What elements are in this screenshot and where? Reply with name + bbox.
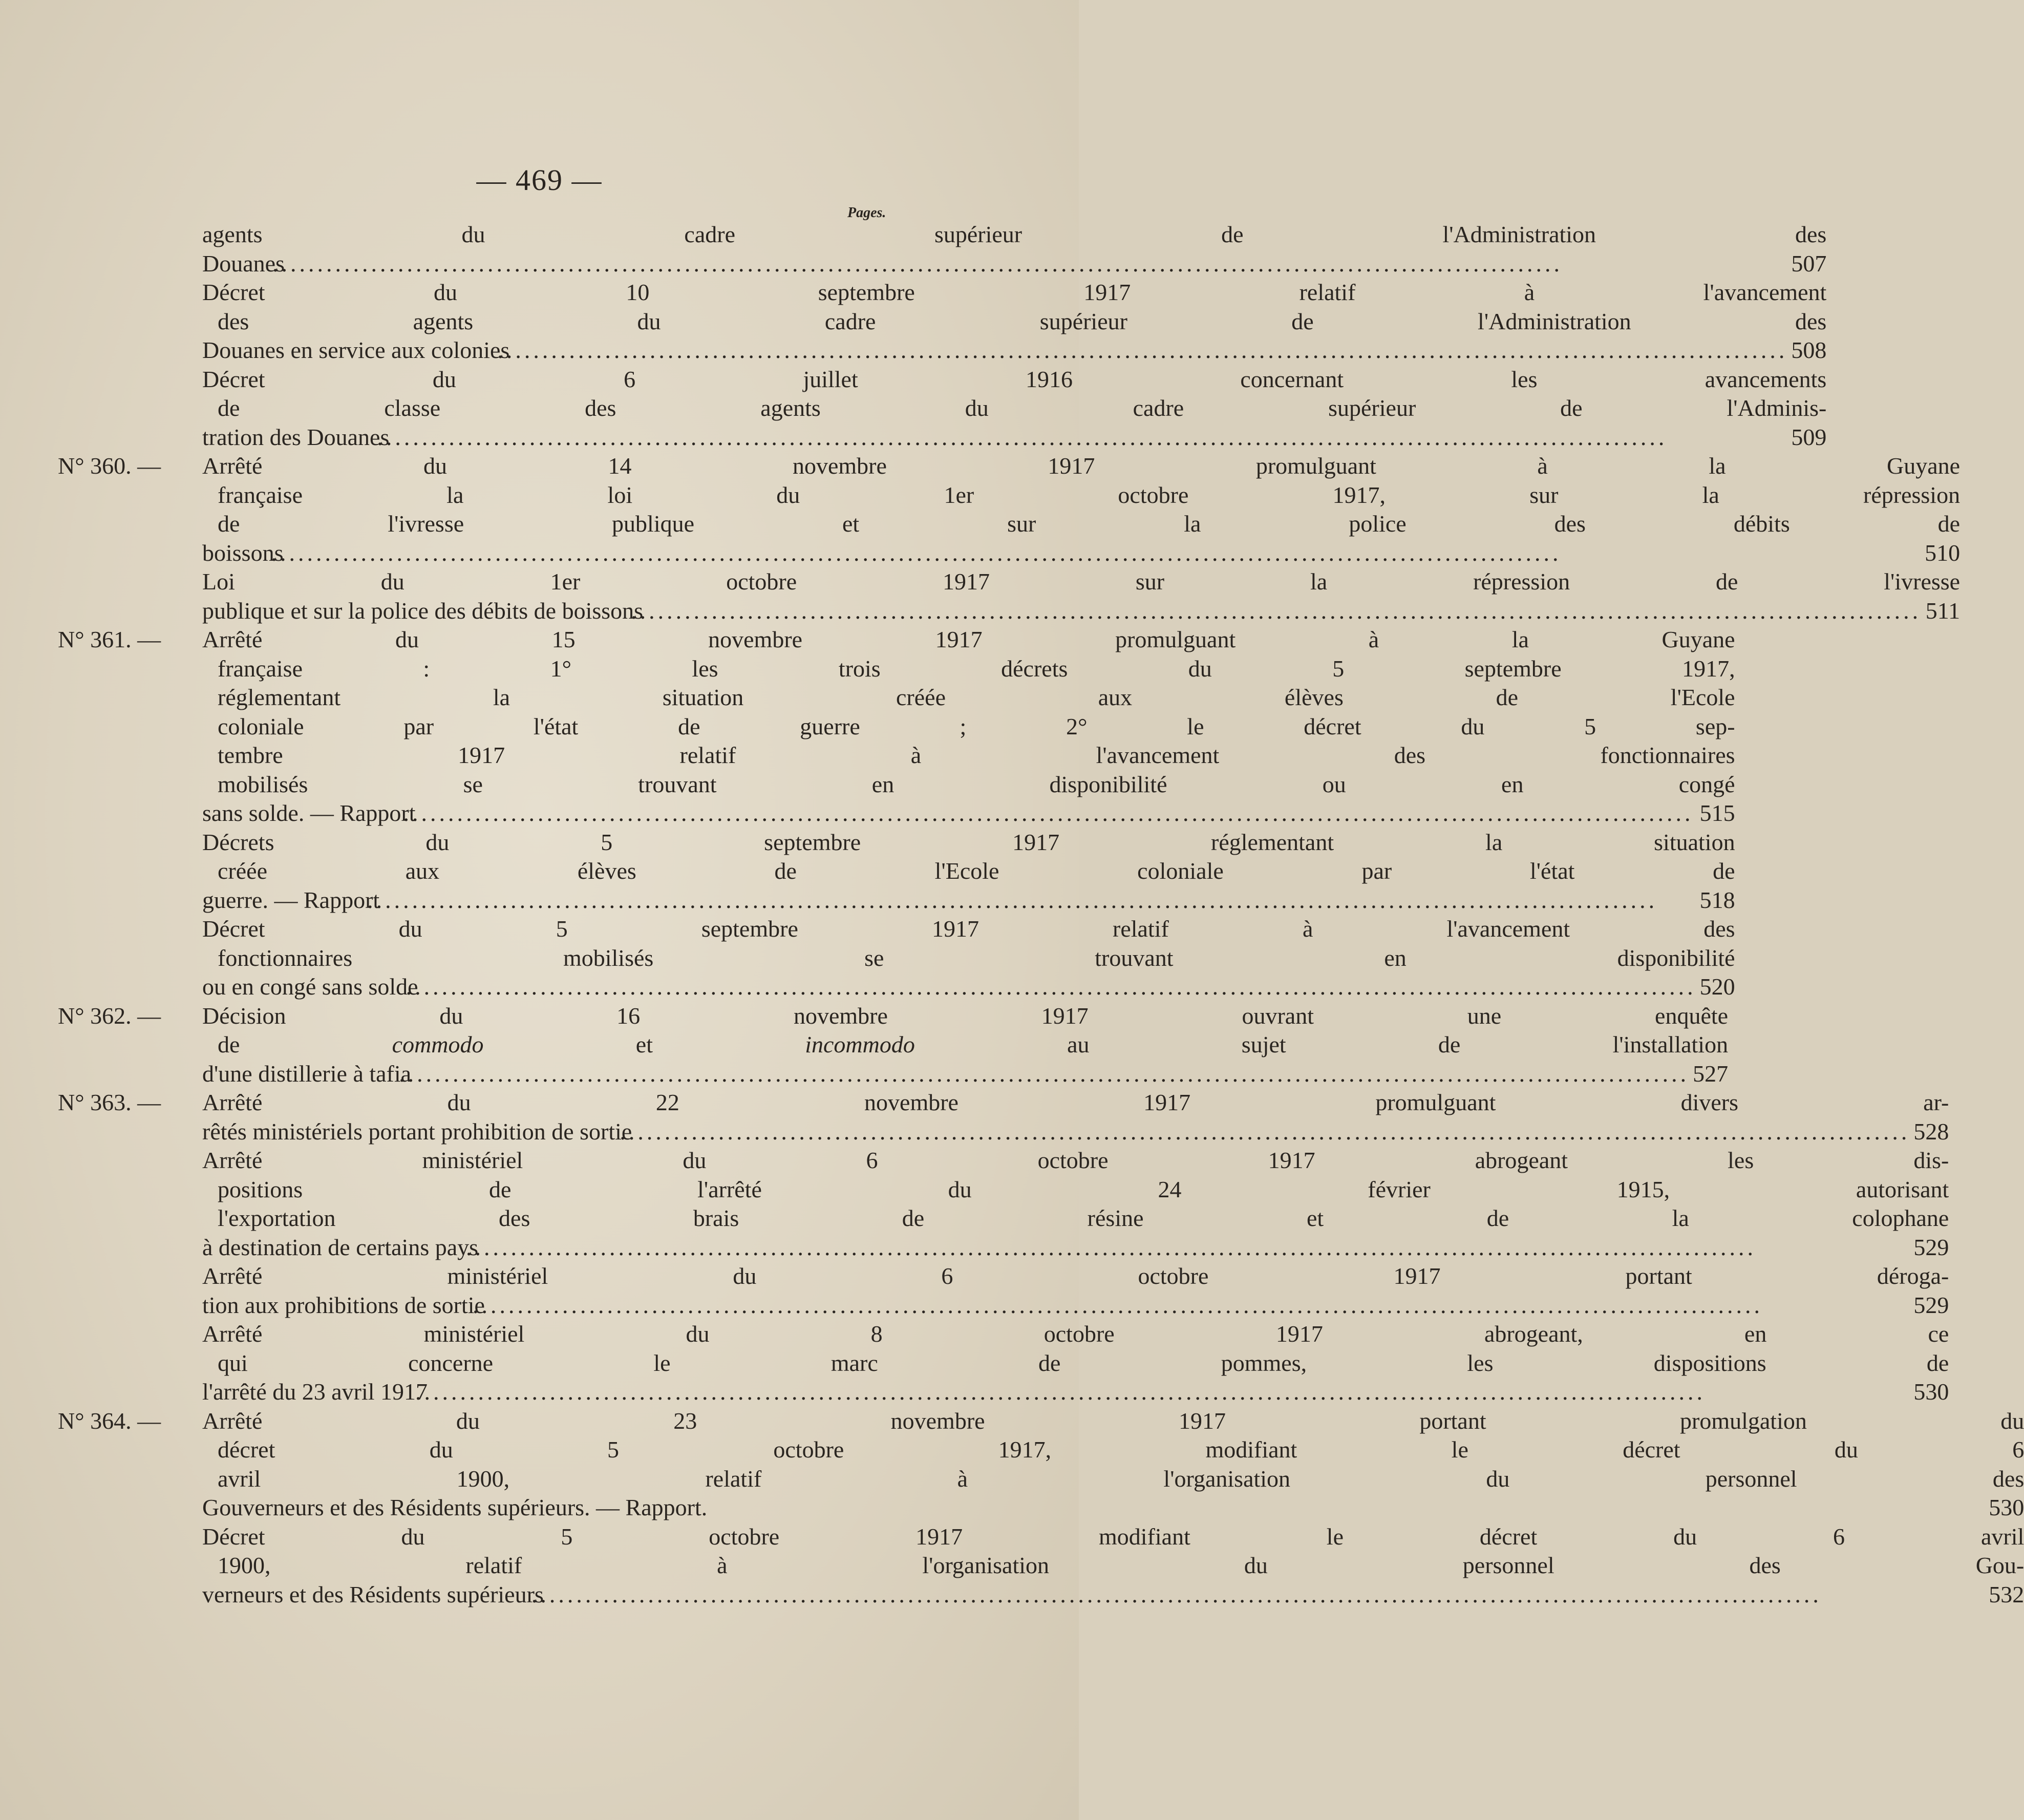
dot-leader	[286, 539, 1921, 568]
entry-text-line: verneurs et des Résidents supérieurs	[202, 1581, 544, 1607]
entry-text-line: Arrêté ministériel du 8 octobre 1917 abrogeant, en ce	[202, 1321, 1949, 1347]
entry-text-line: tion aux prohibitions de sortie	[202, 1292, 485, 1318]
toc-entry[interactable]	[202, 1320, 1949, 1407]
entry-text-line: décret du 5 octobre 1917, modifiant le décret du 6	[218, 1436, 2024, 1463]
entry-text-line: de classe des agents du cadre supérieur de l'Adminis-	[218, 395, 1827, 421]
toc-block	[54, 220, 1827, 452]
toc-entry[interactable]	[202, 1522, 2024, 1610]
entry-text-line: publique et sur la police des débits de boissons	[202, 597, 644, 624]
dot-leader	[392, 423, 1787, 452]
entry-text-line: positions de l'arrêté du 24 février 1915, autorisant	[218, 1176, 1949, 1202]
dot-leader	[382, 886, 1696, 915]
decree-number: N° 363. —	[58, 1089, 161, 1115]
entry-text-line: rêtés ministériels portant prohibition de sortie	[202, 1118, 632, 1145]
entry-text-line: à destination de certains pays	[202, 1234, 479, 1260]
decree-number: N° 362. —	[58, 1002, 161, 1029]
page-reference[interactable]: 510	[1925, 539, 1961, 566]
decree-number: N° 361. —	[58, 626, 161, 652]
entry-text-line: Décret du 5 octobre 1917 modifiant le décret du 6 avril	[202, 1523, 2024, 1550]
toc-entry[interactable]	[202, 828, 1735, 915]
page-reference[interactable]: 508	[1791, 337, 1827, 363]
page-reference[interactable]: 520	[1699, 974, 1735, 1000]
toc-entry[interactable]	[202, 1262, 1949, 1320]
page-number: — 469 —	[476, 163, 603, 197]
dot-leader	[646, 597, 1921, 626]
toc-entry[interactable]	[202, 365, 1826, 452]
entry-text-line: guerre. — Rapport	[202, 886, 380, 913]
dot-leader	[481, 1233, 1910, 1262]
page-reference[interactable]: 530	[1913, 1379, 1949, 1405]
entry-text-line: créée aux élèves de l'Ecole coloniale par l'état de	[218, 858, 1735, 884]
dot-leader	[513, 336, 1787, 365]
entry-text-line: Décrets du 5 septembre 1917 réglementant la situation	[202, 829, 1735, 855]
entry-text-line: Loi du 1er octobre 1917 sur la répression de l'ivresse	[202, 568, 1961, 595]
entry-text-line: 1900, relatif à l'organisation du personnel des Gou-	[218, 1552, 2024, 1578]
entry-text-line: coloniale par l'état de guerre ; 2° le décret du 5 sep-	[218, 713, 1735, 739]
entry-text-line: Décision du 16 novembre 1917 ouvrant une enquête	[202, 1002, 1729, 1029]
toc-entry[interactable]	[202, 278, 1826, 365]
dot-leader	[421, 972, 1696, 1002]
entry-text-line: Décret du 6 juillet 1916 concernant les avancements	[202, 366, 1827, 392]
entry-text-line: fonctionnaires mobilisés se trouvant en disponibilité	[218, 944, 1735, 971]
page-reference[interactable]: 527	[1693, 1060, 1729, 1087]
table-of-contents	[54, 220, 2024, 1609]
entry-text-line: Arrêté ministériel du 6 octobre 1917 portant déroga-	[202, 1263, 1949, 1289]
page-reference[interactable]: 530	[1989, 1494, 2024, 1520]
toc-entry[interactable]	[202, 1407, 2024, 1522]
entry-text-line: de l'ivresse publique et sur la police des débits de	[218, 511, 1961, 537]
toc-entry[interactable]	[202, 915, 1735, 1002]
entry-text-line: réglementant la situation créée aux élèves de l'Ecole	[218, 684, 1735, 710]
dot-leader	[288, 249, 1787, 279]
entry-text-line: ou en congé sans solde	[202, 974, 418, 1000]
toc-entry[interactable]	[202, 1002, 1728, 1089]
entry-text-line: Arrêté du 23 novembre 1917 portant promulgation du	[202, 1407, 2024, 1434]
toc-entry[interactable]	[202, 625, 1735, 828]
toc-entry[interactable]	[202, 220, 1826, 278]
toc-entry[interactable]	[202, 452, 1960, 567]
toc-block	[54, 1088, 1949, 1407]
entry-text-line: tembre 1917 relatif à l'avancement des fonctionnaires	[218, 742, 1735, 768]
entry-text-line: Décret du 10 septembre 1917 relatif à l'avancement	[202, 279, 1827, 305]
entry-text-line: Arrêté du 14 novembre 1917 promulguant à la Guyane	[202, 453, 1961, 479]
entry-text-line: Arrêté du 15 novembre 1917 promulguant à la Guyane	[202, 626, 1735, 652]
toc-block	[54, 625, 1735, 1002]
entry-text-line: Arrêté ministériel du 6 octobre 1917 abrogeant les dis-	[202, 1147, 1949, 1173]
toc-block	[54, 1002, 1729, 1089]
entry-text-line: qui concerne le marc de pommes, les dispositions de	[218, 1349, 1949, 1376]
entry-text-line: avril 1900, relatif à l'organisation du personnel des	[218, 1465, 2024, 1492]
page-reference[interactable]: 529	[1913, 1292, 1949, 1318]
entry-text-line: Décret du 5 septembre 1917 relatif à l'avancement des	[202, 916, 1735, 942]
toc-block	[54, 1407, 2024, 1610]
entry-text-line: boissons	[202, 539, 284, 566]
entry-text-line: agents du cadre supérieur de l'Administration des	[202, 221, 1827, 247]
page-reference[interactable]: 507	[1791, 250, 1827, 277]
entry-text-line: des agents du cadre supérieur de l'Administration des	[218, 308, 1827, 334]
page-reference[interactable]: 529	[1913, 1234, 1949, 1260]
page-reference[interactable]: 532	[1989, 1581, 2024, 1607]
entry-text-line: Douanes en service aux colonies	[202, 337, 510, 363]
entry-text-line: Gouverneurs et des Résidents supérieurs. — Rapport.	[202, 1494, 708, 1520]
dot-leader	[419, 799, 1696, 828]
page-reference[interactable]: 509	[1791, 424, 1827, 450]
decree-number: N° 360. —	[58, 453, 161, 479]
toc-block	[54, 452, 1961, 625]
toc-entry[interactable]	[202, 567, 1960, 625]
pages-column-label: Pages.	[847, 205, 886, 221]
dot-leader	[431, 1378, 1910, 1407]
toc-entry[interactable]	[202, 1146, 1949, 1262]
dot-leader	[488, 1291, 1910, 1320]
dot-leader	[547, 1580, 1985, 1610]
dot-leader	[635, 1117, 1910, 1147]
entry-text-line: l'arrêté du 23 avril 1917	[202, 1379, 428, 1405]
decree-number: N° 364. —	[58, 1407, 161, 1434]
entry-text-line: mobilisés se trouvant en disponibilité ou en congé	[218, 771, 1735, 797]
page-reference[interactable]: 511	[1925, 597, 1961, 624]
decree-number	[54, 220, 202, 452]
entry-text-line: tration des Douanes	[202, 424, 390, 450]
entry-text-line: de commodo et incommodo au sujet de l'installation	[218, 1031, 1729, 1057]
dot-leader	[414, 1060, 1689, 1089]
entry-text-line: Arrêté du 22 novembre 1917 promulguant divers ar-	[202, 1089, 1949, 1115]
entry-text-line: sans solde. — Rapport	[202, 800, 416, 826]
page-reference[interactable]: 528	[1913, 1118, 1949, 1145]
page-reference[interactable]: 515	[1699, 800, 1735, 826]
entry-text-line: Douanes	[202, 250, 285, 277]
toc-entry[interactable]	[202, 1088, 1949, 1146]
entry-text-line: l'exportation des brais de résine et de la colophane	[218, 1205, 1949, 1231]
entry-text-line: française la loi du 1er octobre 1917, sur la répression	[218, 481, 1961, 508]
page-reference[interactable]: 518	[1699, 886, 1735, 913]
entry-text-line: française : 1° les trois décrets du 5 septembre 1917,	[218, 655, 1735, 682]
entry-text-line: d'une distillerie à tafia	[202, 1060, 412, 1087]
